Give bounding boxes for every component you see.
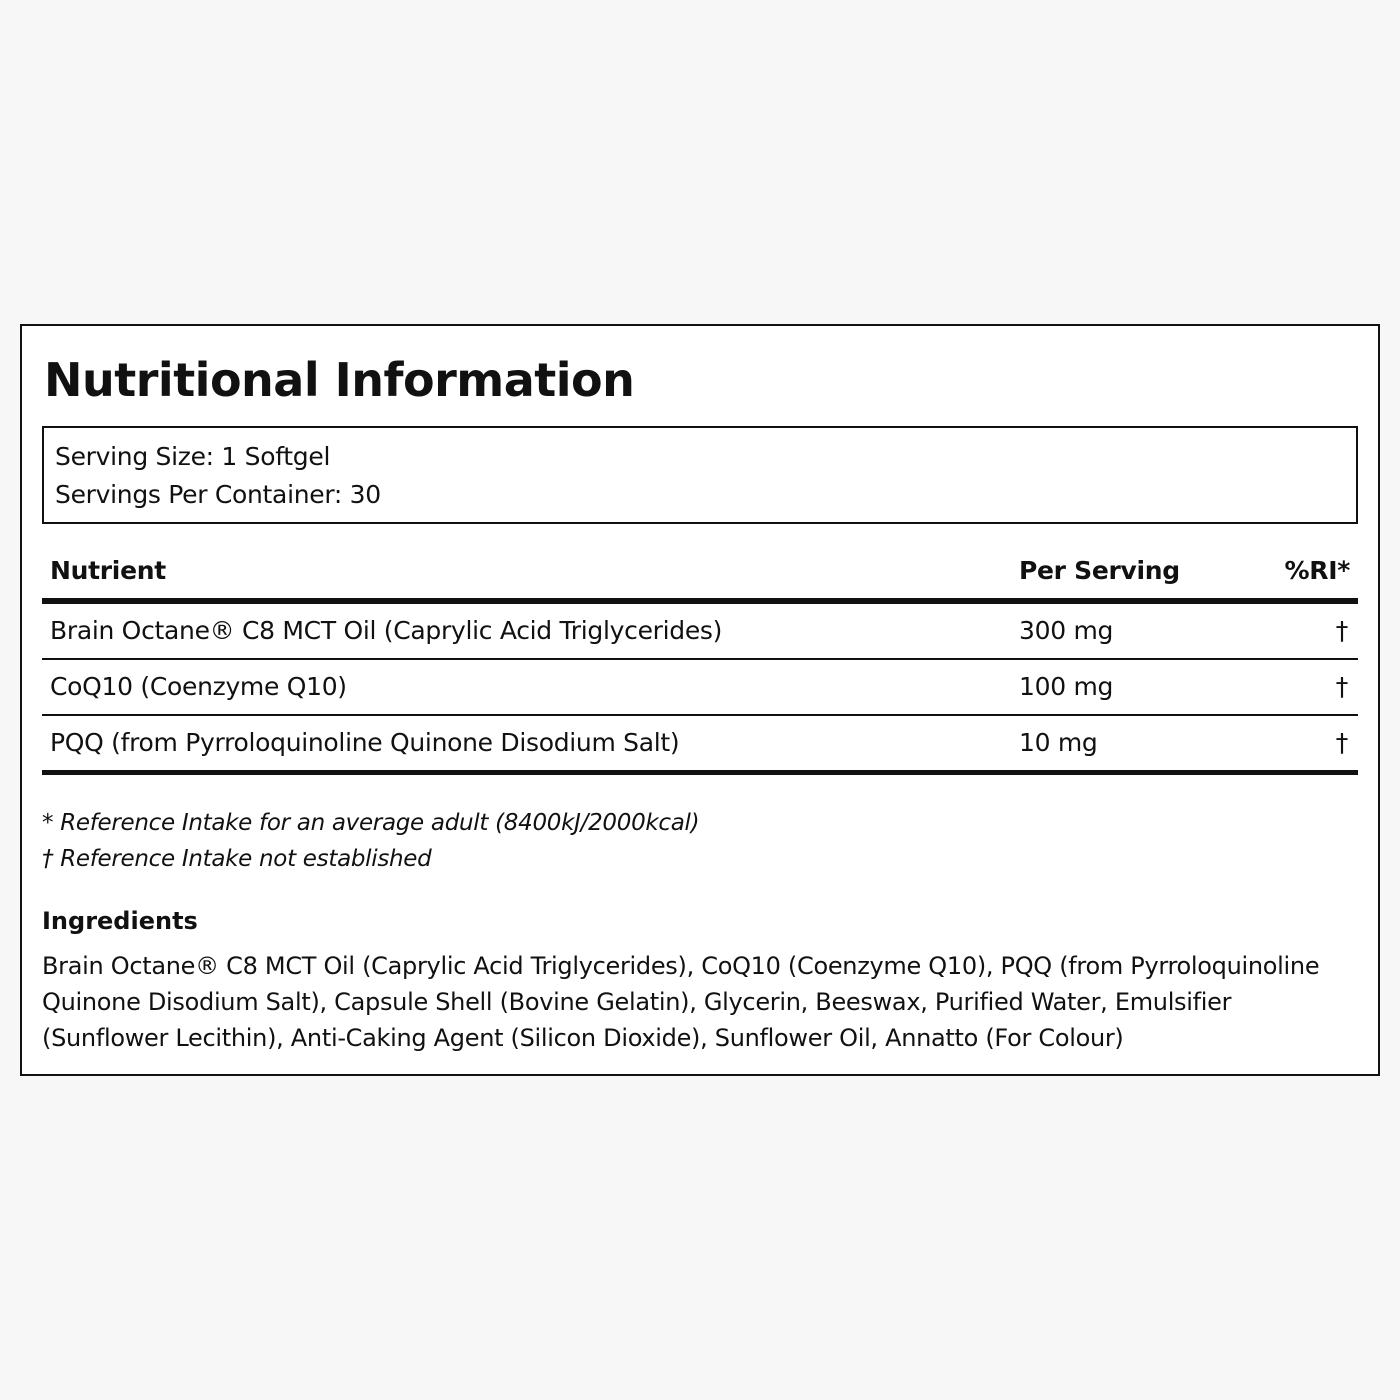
- header-per-serving: Per Serving: [1019, 556, 1180, 585]
- footnote-not-established: † Reference Intake not established: [42, 846, 432, 872]
- table-row: [42, 716, 1358, 775]
- nutrient-table: [42, 548, 1358, 775]
- serving-info-box: [42, 426, 1358, 524]
- serving-size: Serving Size: 1 Softgel: [55, 442, 331, 471]
- header-ri: %RI*: [1284, 556, 1350, 585]
- nutrition-panel: [20, 324, 1380, 1076]
- nutrient-ri: †: [1335, 672, 1348, 701]
- nutrient-amount: 100 mg: [1019, 672, 1114, 701]
- table-header: [42, 548, 1358, 604]
- table-row: [42, 604, 1358, 660]
- panel-title: Nutritional Information: [44, 353, 635, 407]
- nutrient-name: Brain Octane® C8 MCT Oil (Caprylic Acid Triglycerides): [50, 616, 723, 645]
- nutrient-name: PQQ (from Pyrroloquinoline Quinone Disodium Salt): [50, 728, 680, 757]
- nutrient-amount: 10 mg: [1019, 728, 1098, 757]
- header-nutrient: Nutrient: [50, 556, 166, 585]
- nutrient-name: CoQ10 (Coenzyme Q10): [50, 672, 347, 701]
- nutrient-ri: †: [1335, 728, 1348, 757]
- ingredients-text: Brain Octane® C8 MCT Oil (Caprylic Acid Triglycerides), CoQ10 (Coenzyme Q10), PQQ (from Pyrroloquinoline Quinone Disodium Salt), Capsule Shell (Bovine Gelatin), Glycerin, Beeswax, Purified Water, Emulsifier (Sunflower Lecithin), Anti-Caking Agent (Silicon Dioxide), Sunflower Oil, Annatto (For Colour): [42, 952, 1320, 1052]
- nutrient-ri: †: [1335, 616, 1348, 645]
- servings-per-container: Servings Per Container: 30: [55, 480, 381, 509]
- footnote-reference-intake: * Reference Intake for an average adult (8400kJ/2000kcal): [42, 810, 700, 836]
- table-row: [42, 660, 1358, 716]
- nutrient-amount: 300 mg: [1019, 616, 1114, 645]
- ingredients-title: Ingredients: [42, 907, 198, 935]
